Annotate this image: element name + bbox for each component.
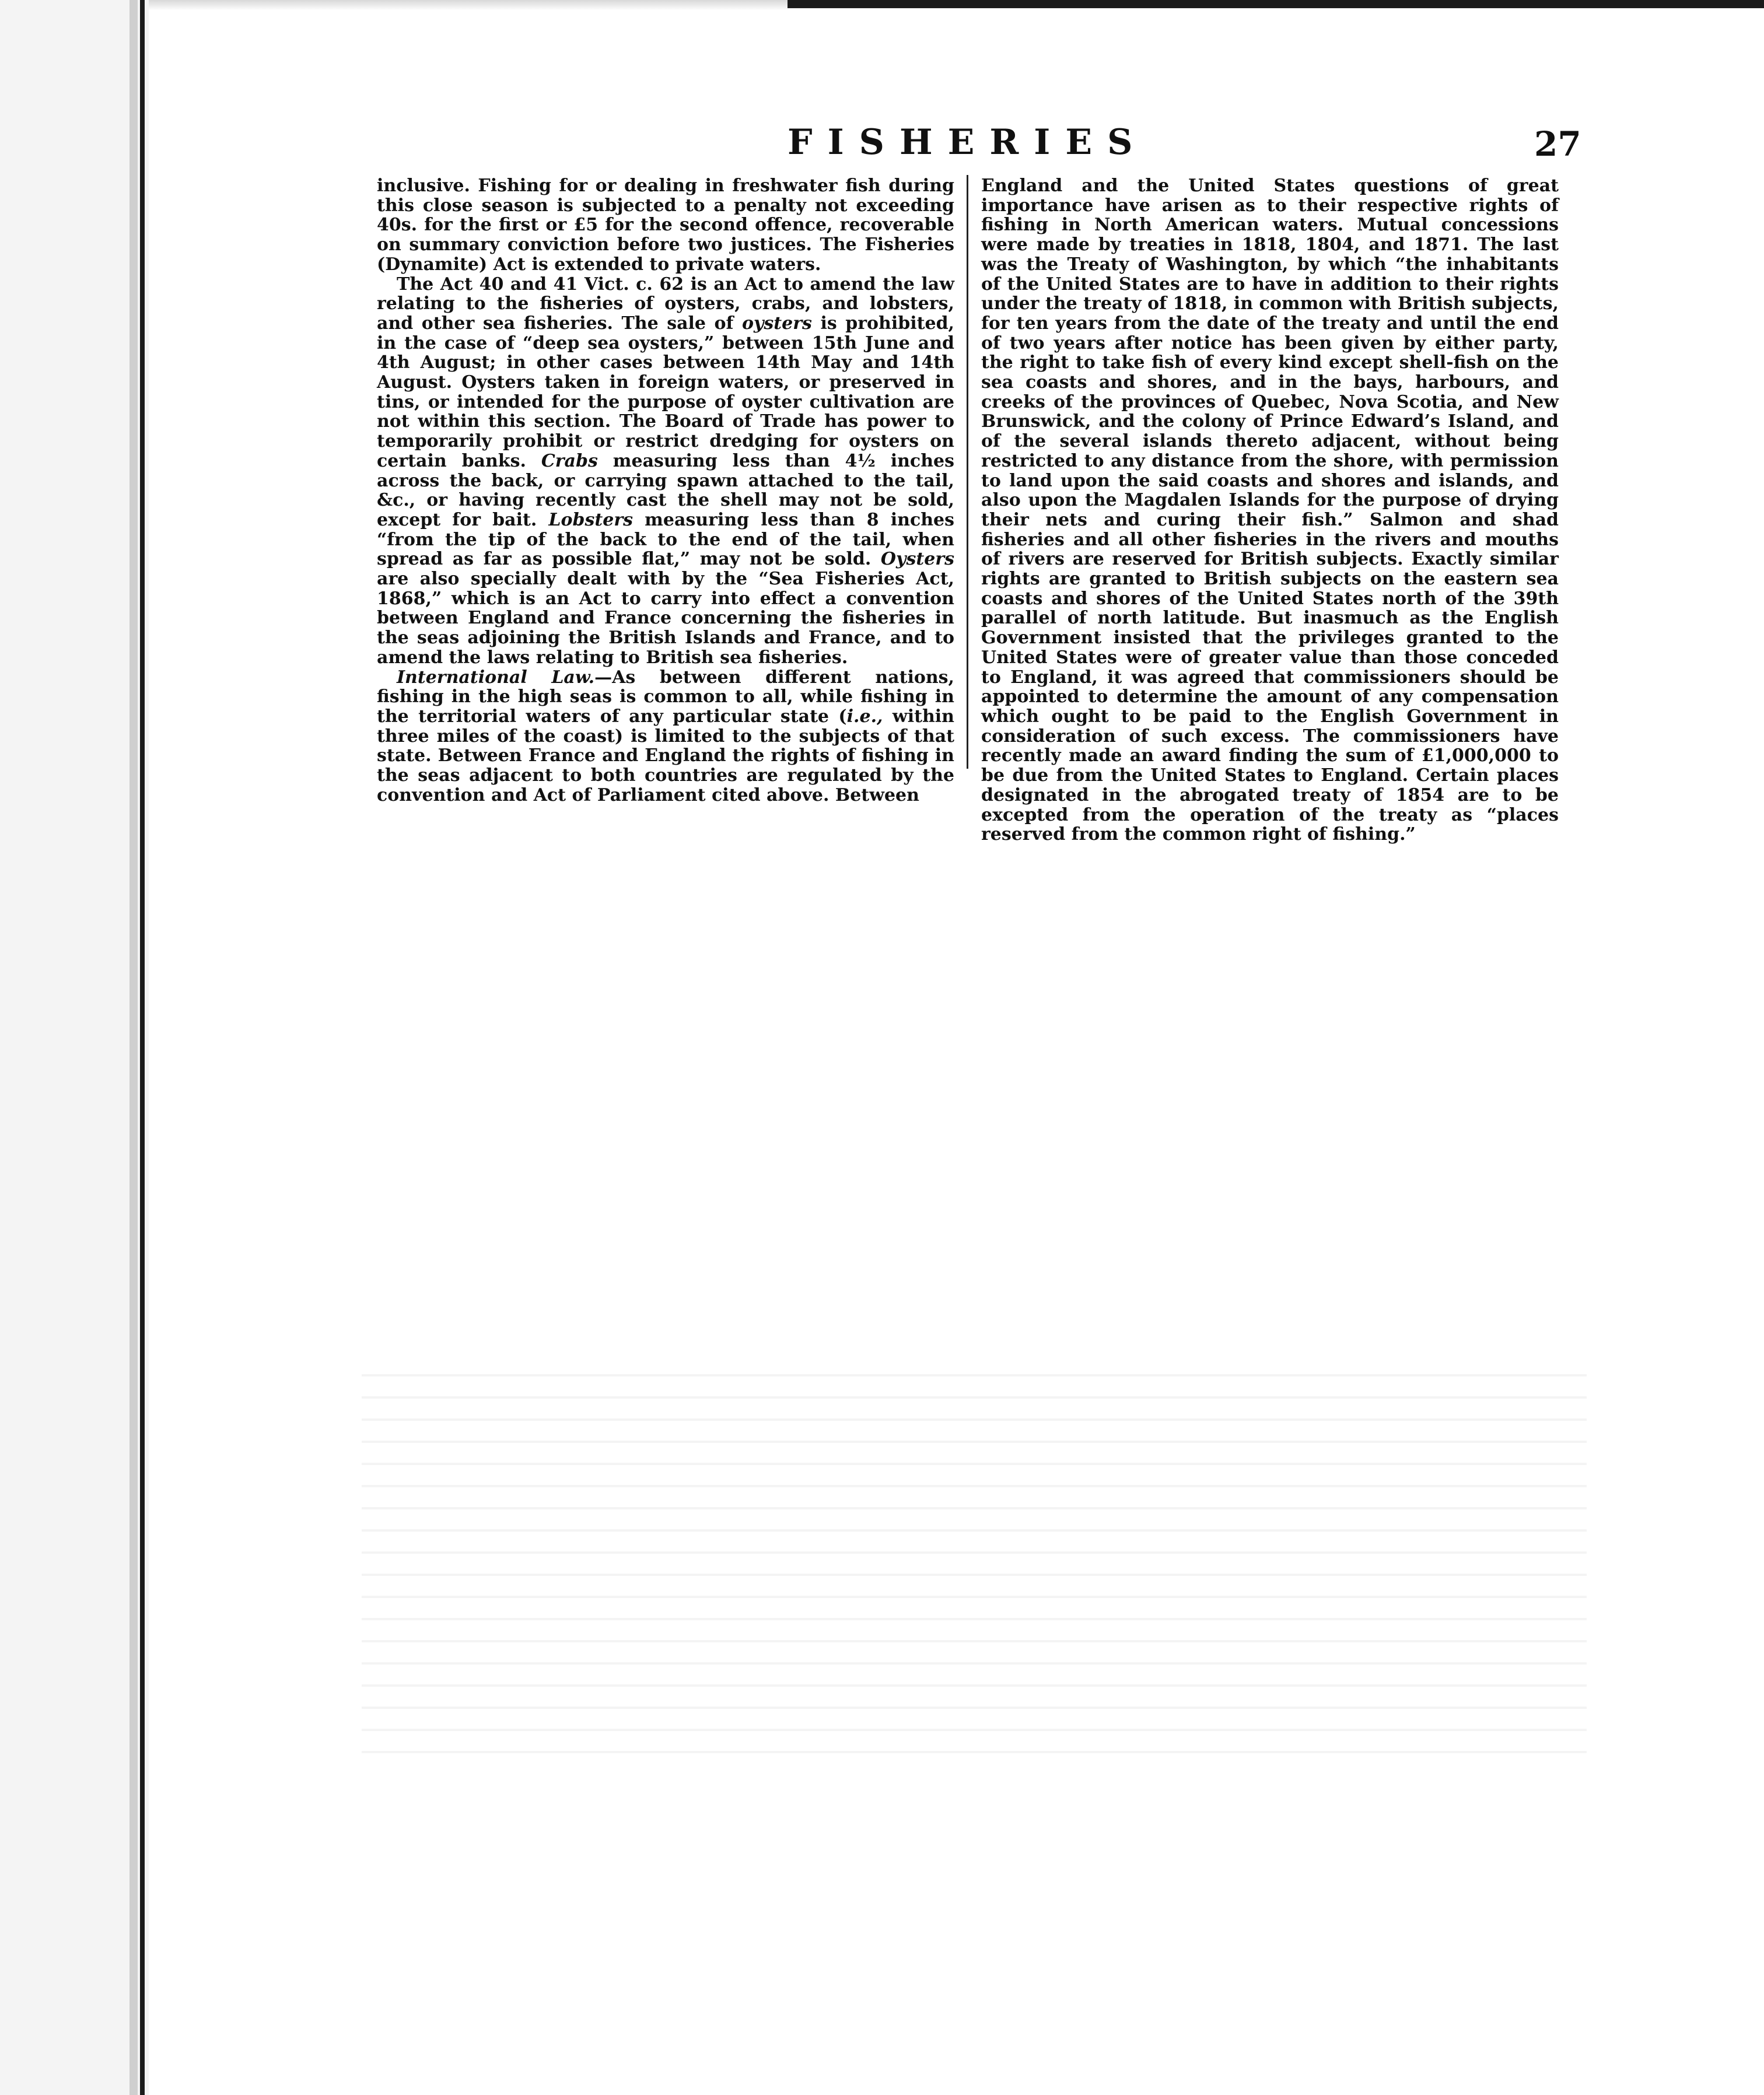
column-rule: [967, 175, 968, 769]
italic-term: i.e.,: [846, 706, 883, 727]
paragraph: [377, 275, 954, 668]
left-column: [377, 176, 954, 805]
italic-term: Crabs: [541, 450, 598, 471]
text-run: —As between different nations, fishing in the high seas is common to all, while fishing in the territorial waters of any particular state (: [377, 667, 954, 727]
text-run: is prohibited, in the case of “deep sea oysters,” between 15th June and 4th August; in other cases between 14th May and 14th August. Oysters taken in foreign waters, or preserved in tins, or intended for the purpose of oyster cultivation are not within this section. The Board of Trade has power to temporarily prohibit or restrict dredging for oysters on certain banks.: [377, 313, 954, 471]
section-heading: International Law.: [397, 667, 595, 688]
italic-term: Lobsters: [548, 509, 634, 530]
scan-left-margin: [0, 0, 149, 2095]
italic-term: Oysters: [880, 549, 954, 570]
paragraph: inclusive. Fishing for or dealing in freshwater fish during this close season is subjected to a penalty not exceeding 40s. for the first or £5 for the second offence, recoverable on summary conviction before two justices. The Fisheries (Dynamite) Act is extended to private waters.: [377, 176, 954, 275]
scan-top-bar: [788, 0, 1764, 8]
running-head: FISHERIES: [788, 122, 1148, 163]
text-run: within three miles of the coast) is limited to the subjects of that state. Between France and England the rights of fishing in the seas adjacent to both countries are regulated by the convention and Act of Parliament cited above. Between: [377, 706, 954, 805]
paragraph: [377, 668, 954, 805]
scan-left-band: [130, 0, 138, 2095]
paragraph: England and the United States questions of great importance have arisen as to their respective rights of fishing in North American waters. Mutual concessions were made by treaties in 1818, 1804, and 1871. The last was the Treaty of Washington, by which “the inhabitants of the United States are to have in addition to their rights under the treaty of 1818, in common with British subjects, for ten years from the date of the treaty and until the end of two years after notice has been given by either party, the right to take fish of every kind except shell-fish on the sea coasts and shores, and in the bays, harbours, and creeks of the provinces of Quebec, Nova Scotia, and New Brunswick, and the colony of Prince Edward’s Island, and of the several islands thereto adjacent, without being restricted to any distance from the shore, with permission to land upon the said coasts and shores and islands, and also upon the Magdalen Islands for the purpose of drying their nets and curing their fish.” Salmon and shad fisheries and all other fisheries in the rivers and mouths of rivers are reserved for British subjects. Exactly similar rights are granted to British subjects on the eastern sea coasts and shores of the United States north of the 39th parallel of north latitude. But inasmuch as the English Government insisted that the privileges granted to the United States were of greater value than those conceded to England, it was agreed that commissioners should be appointed to determine the amount of any compensation which ought to be paid to the English Government in consideration of such excess. The commissioners have recently made an award finding the sum of £1,000,000 to be due from the United States to England. Certain places designated in the abrogated treaty of 1854 are to be excepted from the operation of the treaty as “places reserved from the common right of fishing.”: [981, 176, 1559, 845]
bleed-through-text: [362, 1359, 1587, 1767]
italic-term: oysters: [741, 313, 812, 334]
text-run: The Act 40 and 41 Vict. c. 62 is an Act to amend the law relating to the fisheries of oysters, crabs, and lobsters, and other sea fisheries. The sale of: [377, 274, 954, 334]
text-run: measuring less than 8 inches “from the tip of the back to the end of the tail, when spread as far as possible flat,” may not be sold.: [377, 509, 955, 570]
right-column: [981, 176, 1559, 845]
text-run: are also specially dealt with by the “Sea Fisheries Act, 1868,” which is an Act to carry into effect a convention between England and France concerning the fisheries in the seas adjoining the British Islands and France, and to amend the laws relating to British sea fisheries.: [377, 569, 954, 668]
scan-left-edge: [140, 0, 145, 2095]
page-number: 27: [1534, 124, 1581, 164]
text-run: measuring less than 4½ inches across the back, or carrying spawn attached to the tail, &c., or having recently cast the shell may not be sold, except for bait.: [377, 450, 954, 530]
